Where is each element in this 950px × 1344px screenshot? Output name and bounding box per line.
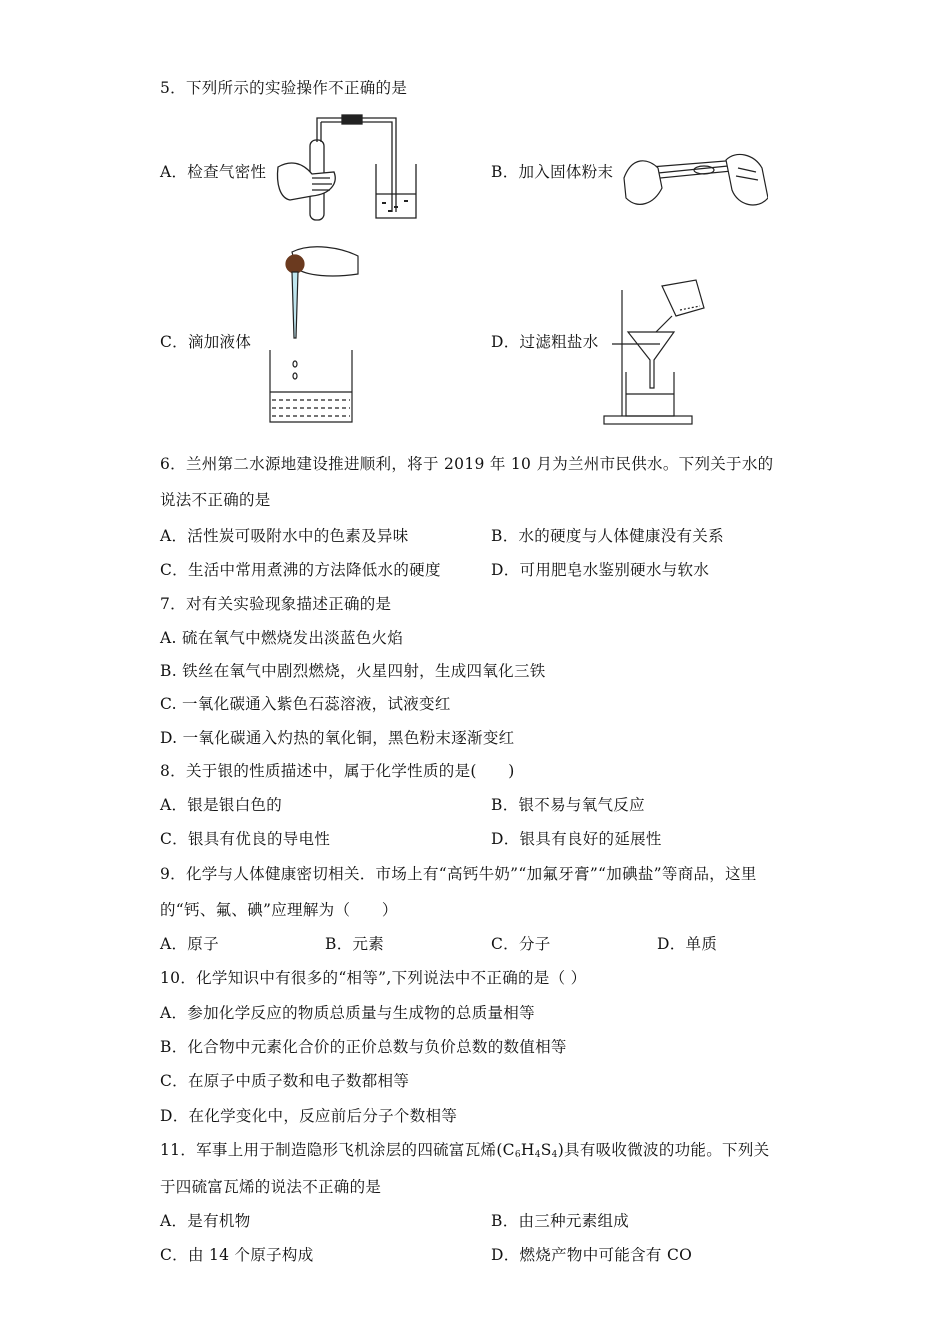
- q11-option-c[interactable]: C．由 14 个原子构成: [160, 1246, 314, 1264]
- airtightness-check-figure: [272, 112, 422, 224]
- q6-option-b[interactable]: B．水的硬度与人体健康没有关系: [491, 527, 724, 545]
- q7-option-c[interactable]: C. 一氧化碳通入紫色石蕊溶液，试液变红: [160, 695, 451, 713]
- q5-option-a[interactable]: A．检查气密性: [160, 163, 267, 181]
- q10-option-a[interactable]: A．参加化学反应的物质总质量与生成物的总质量相等: [160, 1004, 535, 1022]
- q6-stem-line2: 说法不正确的是: [160, 491, 271, 509]
- q5-option-c[interactable]: C．滴加液体: [160, 333, 252, 351]
- q8-stem: 8．关于银的性质描述中，属于化学性质的是( ): [160, 762, 515, 780]
- q5-stem: 5．下列所示的实验操作不正确的是: [160, 79, 408, 97]
- q7-option-a[interactable]: A. 硫在氧气中燃烧发出淡蓝色火焰: [160, 629, 404, 647]
- q11-option-d[interactable]: D．燃烧产物中可能含有 CO: [491, 1246, 693, 1264]
- q7-option-b[interactable]: B. 铁丝在氧气中剧烈燃烧，火星四射，生成四氧化三铁: [160, 662, 546, 680]
- powder-adding-figure: [618, 148, 768, 220]
- dropping-liquid-figure: [262, 242, 362, 428]
- q11-formula: $C_6H_4S_4$: [502, 1141, 558, 1160]
- q9-stem-line1: 9．化学与人体健康密切相关．市场上有“高钙牛奶”“加氟牙膏”“加碘盐”等商品，这里: [160, 865, 757, 883]
- q11-stem-line1: [160, 1140, 769, 1165]
- q5-option-b[interactable]: B．加入固体粉末: [491, 163, 614, 181]
- q9-option-d[interactable]: D．单质: [657, 935, 718, 953]
- q11-option-b[interactable]: B．由三种元素组成: [491, 1212, 630, 1230]
- q10-stem: 10．化学知识中有很多的“相等”,下列说法中不正确的是（ ）: [160, 969, 587, 987]
- q6-stem-line1: 6．兰州第二水源地建设推进顺利，将于 2019 年 10 月为兰州市民供水。下列关于水的: [160, 455, 774, 473]
- q8-option-a[interactable]: A．银是银白色的: [160, 796, 283, 814]
- q8-option-d[interactable]: D．银具有良好的延展性: [491, 830, 662, 848]
- q11-stem-post: )具有吸收微波的功能。下列关: [557, 1141, 770, 1159]
- q9-option-a[interactable]: A．原子: [160, 935, 219, 953]
- q9-stem-line2: 的“钙、氟、碘”应理解为（ ）: [160, 901, 398, 919]
- q8-option-c[interactable]: C．银具有优良的导电性: [160, 830, 331, 848]
- q10-option-d[interactable]: D．在化学变化中，反应前后分子个数相等: [160, 1107, 458, 1125]
- q11-option-a[interactable]: A．是有机物: [160, 1212, 251, 1230]
- q6-option-c[interactable]: C．生活中常用煮沸的方法降低水的硬度: [160, 561, 441, 579]
- q10-option-b[interactable]: B．化合物中元素化合价的正价总数与负价总数的数值相等: [160, 1038, 567, 1056]
- q6-option-d[interactable]: D．可用肥皂水鉴别硬水与软水: [491, 561, 710, 579]
- filtration-figure: [600, 276, 718, 428]
- q9-option-b[interactable]: B．元素: [325, 935, 385, 953]
- q11-stem-line2: 于四硫富瓦烯的说法不正确的是: [160, 1178, 382, 1196]
- q10-option-c[interactable]: C．在原子中质子数和电子数都相等: [160, 1072, 410, 1090]
- q6-option-a[interactable]: A．活性炭可吸附水中的色素及异味: [160, 527, 409, 545]
- q7-stem: 7．对有关实验现象描述正确的是: [160, 595, 392, 613]
- q11-stem-pre: 11．军事上用于制造隐形飞机涂层的四硫富瓦烯(: [160, 1141, 503, 1159]
- q9-option-c[interactable]: C．分子: [491, 935, 551, 953]
- q8-option-b[interactable]: B．银不易与氧气反应: [491, 796, 645, 814]
- q7-option-d[interactable]: D. 一氧化碳通入灼热的氧化铜，黑色粉末逐渐变红: [160, 729, 515, 747]
- q5-option-d[interactable]: D．过滤粗盐水: [491, 333, 599, 351]
